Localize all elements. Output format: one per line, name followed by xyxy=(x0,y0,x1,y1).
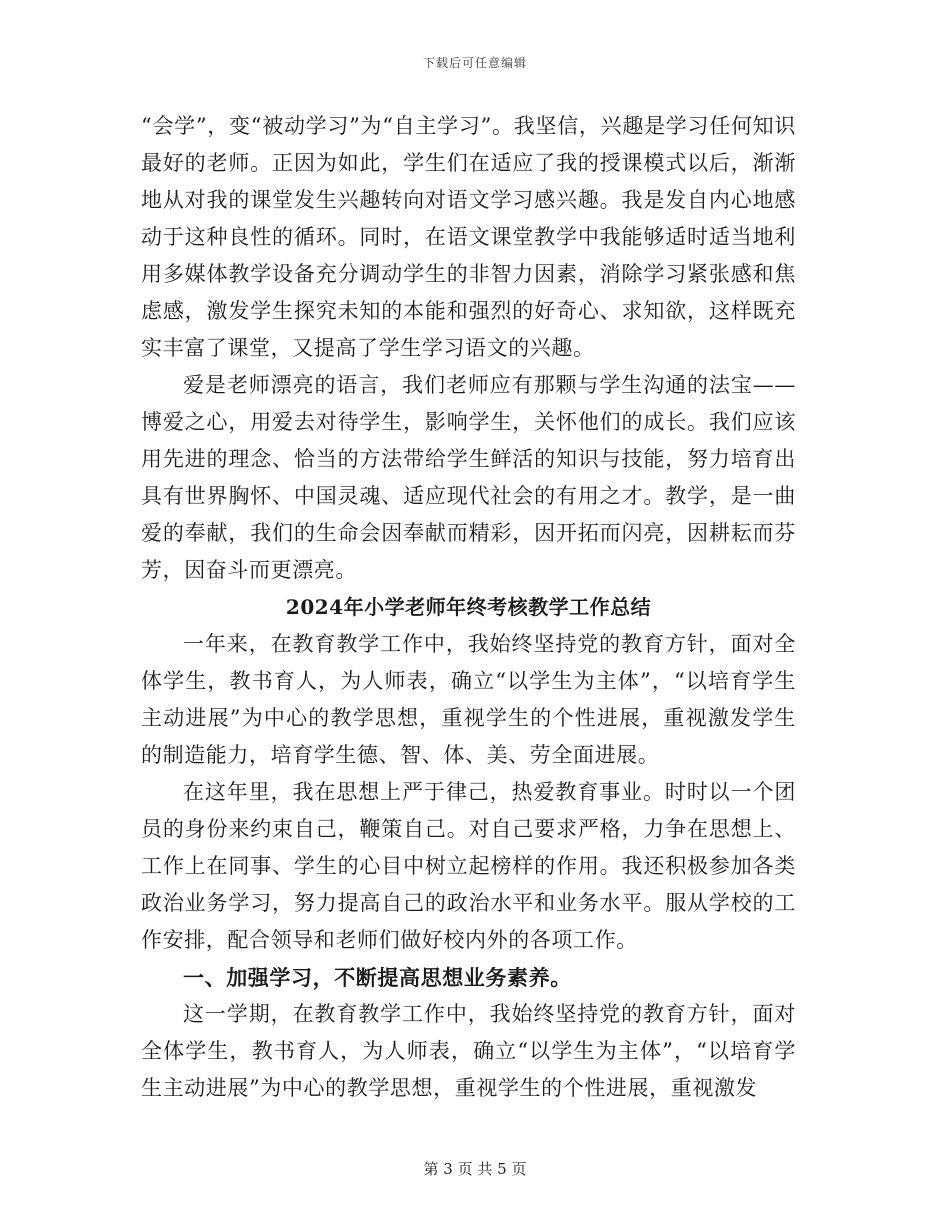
page-header: 下载后可任意编辑 xyxy=(422,56,527,70)
subheading-study: 一、加强学习，不断提高思想业务素养。 xyxy=(183,965,572,990)
paragraph-intro: 一年来，在教育教学工作中，我始终坚持党的教育方针，面对全体学生，教书育人，为人师表，确立“以学生为主体”，“以培育学生主动进展”为中心的教学思想，重视学生的个性进展，重视激发学生的制造能力，培育学生德、智、体、美、劳全面进展。 xyxy=(141,632,796,767)
section-title: 2024年小学老师年终考核教学工作总结 xyxy=(285,595,652,619)
paragraph-thought: 在这年里，我在思想上严于律己，热爱教育事业。时时以一个团员的身份来约束自己，鞭策自己。对自己要求严格，力争在思想上、工作上在同事、学生的心目中树立起榜样的作用。我还积极参加各类政治业务学习，努力提高自己的政治水平和业务水平。服从学校的工作安排，配合领导和老师们做好校内外的各项工作。 xyxy=(141,780,796,952)
document-body xyxy=(141,108,796,1107)
page-footer: 第 3 页 共 5 页 xyxy=(423,1160,527,1178)
paragraph-continuation: “会学”，变“被动学习”为“自主学习”。我坚信，兴趣是学习任何知识最好的老师。正因为如此，学生们在适应了我的授课模式以后，渐渐地从对我的课堂发生兴趣转向对语文学习感兴趣。我是发自内心地感动于这种良性的循环。同时，在语文课堂教学中我能够适时适当地利用多媒体教学设备充分调动学生的非智力因素，消除学习紧张感和焦虑感，激发学生探究未知的本能和强烈的好奇心、求知欲，这样既充实丰富了课堂，又提高了学生学习语文的兴趣。 xyxy=(141,114,796,360)
paragraph-love: 爱是老师漂亮的语言，我们老师应有那颗与学生沟通的法宝——博爱之心，用爱去对待学生，影响学生，关怀他们的成长。我们应该用先进的理念、恰当的方法带给学生鲜活的知识与技能，努力培育出具有世界胸怀、中国灵魂、适应现代社会的有用之才。教学，是一曲爱的奉献，我们的生命会因奉献而精彩，因开拓而闪亮，因耕耘而芬芳，因奋斗而更漂亮。 xyxy=(141,373,796,582)
paragraph-semester: 这一学期，在教育教学工作中，我始终坚持党的教育方针，面对全体学生，教书育人，为人师表，确立“以学生为主体”，“以培育学生主动进展”为中心的教学思想，重视学生的个性进展，重视激发 xyxy=(141,1002,796,1100)
